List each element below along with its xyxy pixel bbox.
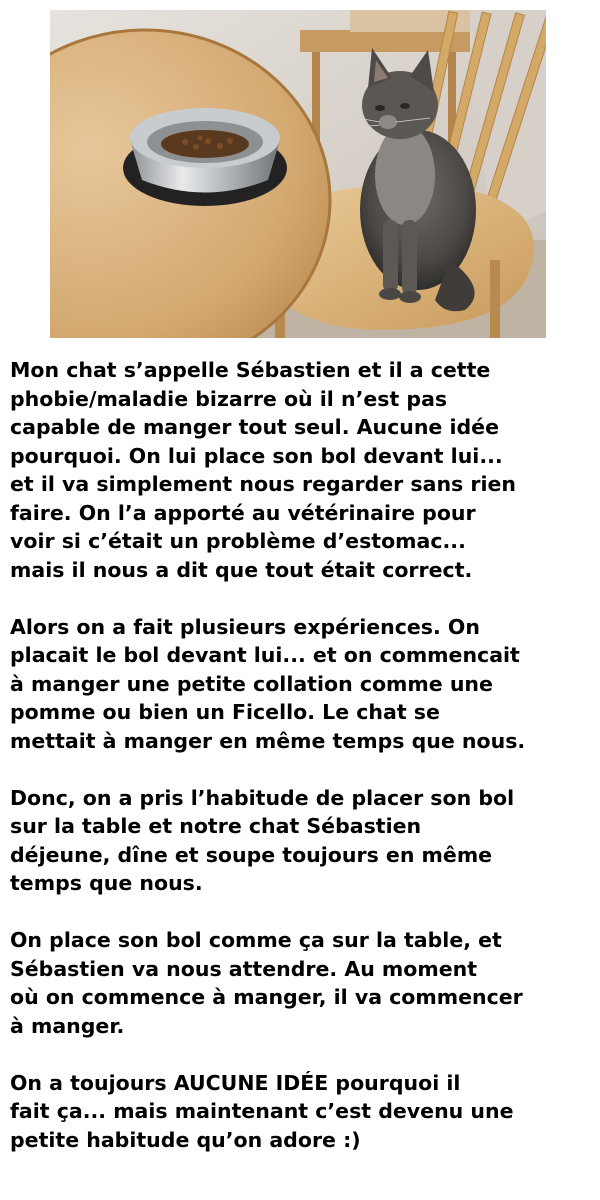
text-line: déjeune, dîne et soupe toujours en même	[10, 842, 493, 867]
paragraph-5	[10, 1069, 595, 1155]
text-line: fait ça... mais maintenant c’est devenu une	[10, 1099, 514, 1123]
text-line: Mon chat s’appelle Sébastien et il a cette	[10, 358, 491, 382]
cat-photo	[50, 10, 546, 338]
text-line: pomme ou bien un Ficello. Le chat se	[10, 700, 440, 724]
text-line: On a toujours AUCUNE IDÉE pourquoi il	[10, 1070, 461, 1095]
text-line: petite habitude qu’on adore :)	[10, 1127, 361, 1152]
text-line: où on commence à manger, il va commencer	[10, 985, 523, 1009]
text-line: et il va simplement nous regarder sans rien	[10, 472, 517, 496]
paragraph-1	[10, 356, 595, 584]
story-text	[10, 356, 595, 1183]
text-line: On place son bol comme ça sur la table, et	[10, 928, 502, 952]
text-line: sur la table et notre chat Sébastien	[10, 814, 422, 838]
text-line: pourquoi. On lui place son bol devant lui...	[10, 443, 503, 468]
text-line: à manger une petite collation comme une	[10, 671, 493, 696]
text-line: placait le bol devant lui... et on commencait	[10, 643, 520, 667]
text-line: voir si c’était un problème d’estomac...	[10, 529, 466, 553]
text-line: mettait à manger en même temps que nous.	[10, 728, 526, 753]
cat-photo-illustration	[50, 10, 546, 338]
text-line: à manger.	[10, 1013, 125, 1038]
paragraph-2	[10, 613, 595, 756]
text-line: Donc, on a pris l’habitude de placer son bol	[10, 785, 515, 810]
text-line: temps que nous.	[10, 871, 203, 895]
paragraph-3	[10, 784, 595, 898]
text-line: Alors on a fait plusieurs expériences. On	[10, 614, 480, 639]
text-line: capable de manger tout seul. Aucune idée	[10, 415, 499, 439]
text-line: Sébastien va nous attendre. Au moment	[10, 956, 478, 981]
paragraph-4	[10, 926, 595, 1040]
text-line: phobie/maladie bizarre où il n’est pas	[10, 386, 448, 411]
text-line: faire. On l’a apporté au vétérinaire pour	[10, 500, 476, 525]
text-line: mais il nous a dit que tout était correct.	[10, 557, 473, 582]
